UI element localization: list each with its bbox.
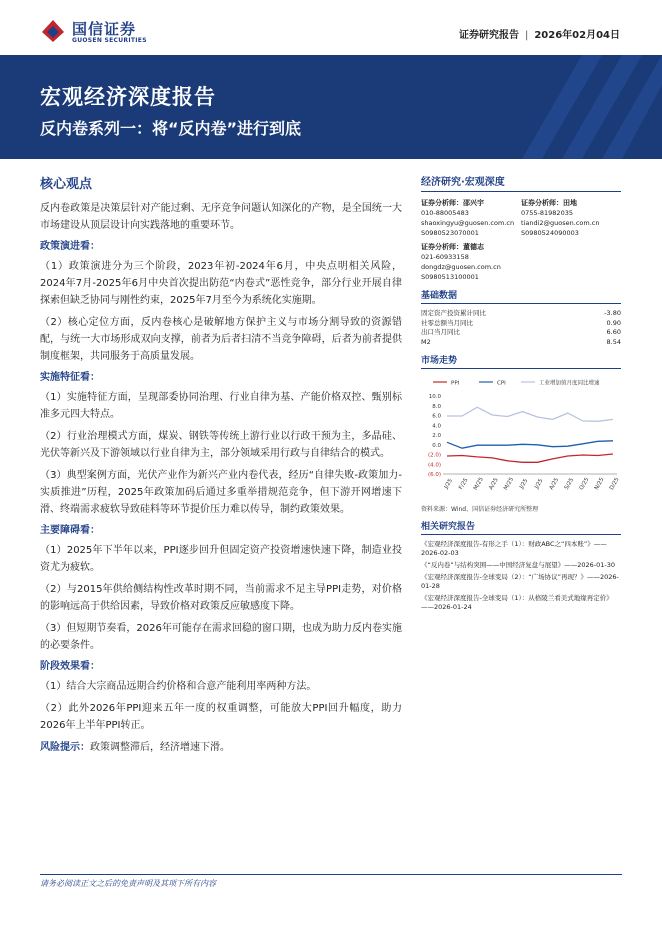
basic-data-label: 出口当月同比: [421, 328, 460, 336]
y-tick-label: (4.0): [427, 462, 441, 469]
related-report-link[interactable]: 《宏观经济深度报告-全球变局（1）：从格陵兰看美式地缘再定价》——2026-01-24: [421, 594, 613, 611]
legend-label: PPI: [451, 380, 460, 387]
report-date: 2026年02月04日: [534, 30, 620, 41]
basic-data-label: 社零总额当月同比: [421, 318, 473, 327]
y-tick-label: 2.0: [432, 433, 441, 439]
basic-data-table: [421, 309, 621, 347]
legend-label: 工业增加值月度同比增速: [539, 380, 600, 387]
market-trend-title: 市场走势: [421, 353, 621, 369]
x-tick-label: M/25: [472, 476, 485, 492]
brand-logo: [40, 16, 160, 48]
basic-data-row: [421, 328, 621, 338]
basic-data-row: [421, 319, 621, 329]
x-tick-label: D/25: [608, 476, 621, 492]
x-tick-label: O/25: [578, 476, 591, 492]
x-tick-label: N/25: [593, 476, 606, 492]
basic-data-value: 6.60: [606, 328, 621, 336]
report-type: 证券研究报告: [458, 30, 519, 41]
analyst-card: [421, 198, 521, 238]
banner-decoration: [402, 55, 662, 159]
footer-disclaimer: 请务必阅读正文之后的免责声明及其项下所有内容: [40, 879, 216, 888]
x-tick-label: S/25: [563, 477, 576, 491]
analyst-phone: 010-88005483: [421, 209, 469, 217]
section-paragraph: （1）2025年下半年以来，PPI逐步回升但固定资产投资增速快速下降，制造业投资尤为疲软。: [40, 545, 402, 573]
y-tick-label: (2.0): [427, 452, 441, 459]
core-views: [40, 173, 402, 756]
basic-data-value: 8.54: [606, 337, 621, 346]
analyst-phone: 0755-81982035: [521, 209, 573, 217]
y-tick-label: 10.0: [428, 394, 441, 400]
y-tick-label: 6.0: [432, 413, 441, 420]
sidebar-title: 经济研究·宏观深度: [421, 173, 621, 192]
analyst-name: 田地: [563, 199, 577, 207]
basic-data-value: -3.80: [604, 309, 621, 317]
title-banner: [0, 55, 662, 159]
section-paragraph: （3）但短期节奏看，2026年可能存在需求回稳的窗口期，也成为助力反内卷实施的必要条件。: [40, 623, 402, 651]
analyst-role: 证券分析师：: [421, 243, 463, 251]
basic-data-title: 基础数据: [421, 288, 621, 304]
analyst-role: 证券分析师：: [521, 199, 563, 207]
basic-data-row: [421, 309, 621, 319]
risk-warning: [40, 739, 402, 756]
x-tick-label: J/25: [534, 477, 545, 491]
analyst-list: [421, 198, 621, 282]
analyst-card: [421, 242, 621, 282]
series-line: [447, 441, 613, 448]
footer-divider: [40, 874, 622, 875]
report-subtitle: 反内卷系列一：将“反内卷”进行到底: [40, 119, 302, 138]
market-trend-chart: [421, 374, 621, 502]
x-tick-label: J/25: [518, 477, 530, 491]
related-report-link[interactable]: 《宏观经济深度报告-有形之手（1）：财政ABC之“四本账”》——2026-02-03: [421, 540, 607, 557]
x-tick-label: A/25: [548, 477, 561, 491]
analyst-cert: S0980513100001: [421, 273, 479, 281]
analyst-phone: 021-60933158: [421, 253, 469, 261]
x-tick-label: J/25: [443, 477, 454, 491]
risk-label: 风险提示：: [40, 742, 90, 753]
basic-data-row: [421, 338, 621, 348]
section-paragraph: （3）典型案例方面，光伏产业作为新兴产业内卷代表，经历“自律失败-政策加力-实质推进”历程，2025年政策加码后通过多重举措规范竞争，但下游开网增速下滑、终端需求疲软导致硅料等环节提价压力难以传导，制约政策效果。: [40, 470, 402, 515]
section-paragraph: （2）行业治理模式方面，煤炭、钢铁等传统上游行业以行政干预为主，多晶硅、光伏等新兴及下游领域以行业自律为主，部分领域采用行政与自律结合的模式。: [40, 431, 402, 459]
analyst-name: 董德志: [463, 243, 484, 251]
basic-data-label: 固定资产投资累计同比: [421, 309, 486, 317]
x-tick-label: F/25: [458, 477, 470, 491]
section-paragraph: （2）此外2026年PPI迎来五年一度的权重调整，可能放大PPI回升幅度，助力2026年上半年PPI转正。: [40, 703, 402, 731]
related-reports-title: 相关研究报告: [421, 519, 621, 535]
basic-data-label: M2: [421, 337, 431, 346]
analyst-cert: S0980523070001: [421, 229, 479, 237]
y-tick-label: (6.0): [427, 472, 441, 478]
analyst-role: 证券分析师：: [421, 199, 463, 207]
risk-text: 政策调整滞后，经济增速下滑。: [90, 742, 230, 753]
section-paragraph: （1）结合大宗商品远期合约价格和合意产能利用率两种方法。: [40, 681, 317, 692]
related-reports-list: [421, 540, 621, 612]
analyst-email[interactable]: tiandi2@guosen.com.cn: [521, 219, 600, 227]
related-report-link[interactable]: 《“反内卷”与结构突围——中国经济复盘与展望》——2026-01-30: [421, 561, 616, 569]
section-heading: 阶段效果看：: [40, 661, 100, 672]
series-line: [447, 454, 613, 462]
section-paragraph: （1）政策演进分为三个阶段，2023年初-2024年6月，中央点明相关风险，2024年7月-2025年6月中央首次提出防范“内卷式”恶性竞争，部分行业开展自律探索但缺乏协同与刚性约束，2025年7月至今为系统化实施期。: [40, 261, 402, 306]
x-tick-label: A/25: [488, 477, 500, 491]
brand-name-cn: 国信证券: [72, 20, 137, 38]
meta-separator: |: [524, 30, 529, 41]
y-tick-label: 8.0: [432, 403, 441, 410]
analyst-email[interactable]: dongdz@guosen.com.cn: [421, 263, 501, 271]
analyst-card: [521, 198, 621, 238]
related-report-link[interactable]: 《宏观经济深度报告-全球变局（2）：“广场协议”再现？》——2026-01-28: [421, 573, 619, 590]
basic-data-value: 0.90: [606, 318, 621, 327]
section-heading: 主要障碍看：: [40, 525, 100, 536]
core-intro: 反内卷政策是决策层针对产能过剩、无序竞争问题认知深化的产物，是全国统一大市场建设从顶层设计向实践落地的重要环节。: [40, 203, 402, 231]
y-tick-label: 0.0: [432, 442, 441, 449]
section-heading: 政策演进看：: [40, 241, 100, 252]
section-heading: 实施特征看：: [40, 372, 100, 383]
report-title: 宏观经济深度报告: [40, 85, 216, 109]
brand-name-en: GUOSEN SECURITIES: [72, 37, 147, 44]
y-tick-label: 4.0: [432, 423, 441, 430]
analyst-name: 邵兴宇: [463, 199, 484, 207]
section-paragraph: （2）与2015年供给侧结构性改革时期不同，当前需求不足主导PPI走势，对价格的影响远高于供给因素，导致价格对政策反应敏感度下降。: [40, 584, 402, 612]
core-views-title: 核心观点: [40, 177, 93, 192]
section-paragraph: （1）实施特征方面，呈现部委协同治理、行业自律为基、产能价格双控、甄别标准多元四大特点。: [40, 392, 402, 420]
section-paragraph: （2）核心定位方面，反内卷核心是破解地方保护主义与市场分割导致的资源错配，与统一大市场形成双向支撑，前者为后者扫清不当竞争障碍，后者为前者提供制度框架，共同服务于高质量发展。: [40, 317, 402, 362]
analyst-cert: S0980524090003: [521, 229, 579, 237]
x-tick-label: M/25: [503, 476, 516, 492]
chart-source: 资料来源：Wind、国信证券经济研究所整理: [421, 506, 539, 513]
guosen-logo-icon: [40, 18, 66, 44]
legend-label: CPI: [497, 380, 506, 387]
report-meta: [459, 26, 620, 41]
chart-svg: [421, 374, 621, 502]
series-line: [447, 407, 613, 421]
analyst-email[interactable]: shaoxingyu@guosen.com.cn: [421, 219, 515, 227]
sidebar: [421, 173, 621, 615]
